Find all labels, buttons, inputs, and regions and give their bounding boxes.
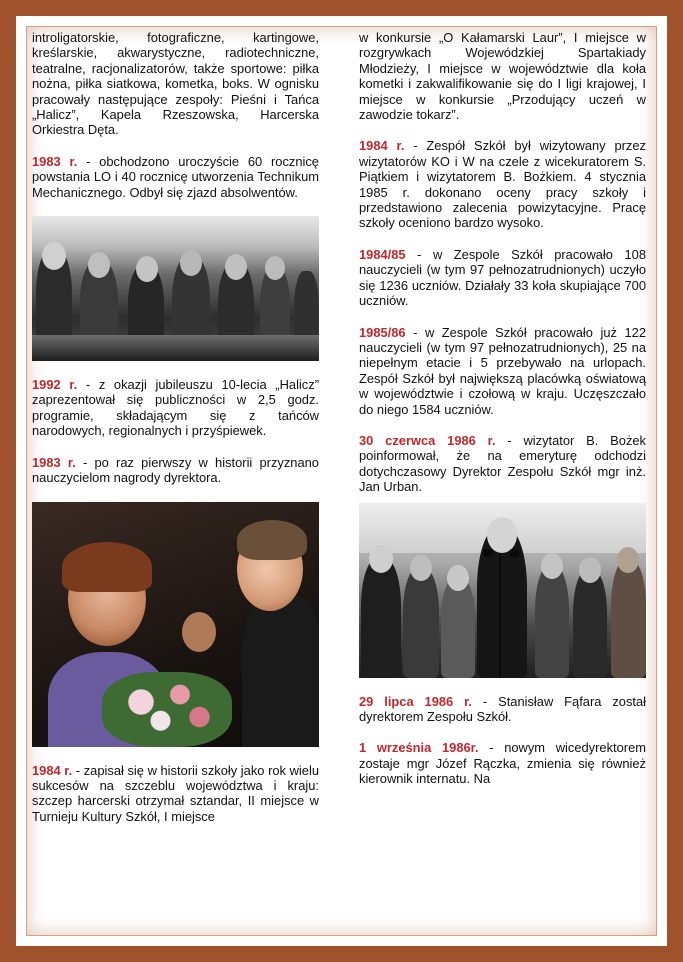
paragraph-1985-86-staff <box>359 325 646 417</box>
paragraph-1986-retirement <box>359 433 646 495</box>
paragraph-text: - wizytator B. Bożek poinformował, że na emeryturę odchodzi dotychczasowy Dyrektor Zespołu Szkół mgr inż. Jan Urban. <box>359 432 647 495</box>
year-label: 1983 r. <box>32 153 78 169</box>
paragraph-1983-awards <box>32 455 319 486</box>
right-column <box>359 30 646 803</box>
paragraph-text: - zapisał się w historii szkoły jako rok wielu sukcesów na szczeblu województwa i kraju: szczep harcerski otrzymał sztandar, II miejsce w Turnieju Kultury Szkół, I miejsce <box>32 762 319 824</box>
paragraph-clubs: introligatorskie, fotograficzne, kartingowe, kreślarskie, akwarystyczne, radiotechniczne, teatralne, racjonalizatorów, także sportowe: piłka nożna, piłka siatkowa, kometka, boks. W ognisku pracowały następujące zespoły: Pieśni i Tańca „Halicz”, Kapela Rzeszowska, Harcerska Orkiestra Dęta. <box>32 30 319 138</box>
paragraph-text: - po raz pierwszy w historii przyznano nauczycielom nagrody dyrektora. <box>32 454 319 486</box>
paragraph-1986-new-director <box>359 694 646 725</box>
photo-farewell-speech <box>359 503 646 678</box>
paragraph-text: - Zespół Szkół był wizytowany przez wizytatorów KO i W na czele z wicekuratorem S. Piątkiem i wizytatorem B. Bożkiem. 4 stycznia 1985 r. dokonano oceny pracy szkoły i przedstawiono zalecenia powizytacyjne. Pracę szkoły oceniono bardzo wysoko. <box>359 138 646 231</box>
photo-award-ceremony <box>32 502 319 747</box>
paragraph-text: - obchodzono uroczyście 60 rocznicę powstania LO i 40 rocznicę utworzenia Technikum Mechanicznego. Odbył się zjazd absolwentów. <box>32 153 319 200</box>
paragraph-1984-85-staff <box>359 247 646 309</box>
paragraph-text: - Stanisław Fąfara został dyrektorem Zespołu Szkół. <box>359 693 647 724</box>
year-label: 1 września 1986r. <box>359 740 479 756</box>
year-label: 1984 r. <box>359 138 405 154</box>
paragraph-text: - nowym wicedyrektorem zostaje mgr Józef Rączka, zmienia się również kierownik internatu. Na <box>359 740 646 787</box>
paragraph-1992-halicz <box>32 377 319 439</box>
photo-anniversary-assembly <box>32 216 319 361</box>
paragraph-text: - w Zespole Szkół pracowało 108 nauczycieli (w tym 97 pełnozatrudnionych) uczyło się 1236 uczniów. Działały 33 koła skupiające 700 uczniów. <box>359 246 646 309</box>
year-label: 29 lipca 1986 r. <box>359 693 472 709</box>
paragraph-text: - w Zespole Szkół pracowało już 122 nauczycieli (w tym 97 pełnozatrudnionych), 25 na niepełnym etacie i 5 przebywało na urlopach. Zespół Szkół był największą placówką oświatową w województwie i czołową w kraju. Uczęszczało do niego 1584 uczniów. <box>359 324 646 417</box>
year-label: 1992 r. <box>32 377 78 393</box>
year-label: 1984/85 <box>359 246 406 262</box>
paragraph-1983-anniversary <box>32 154 319 200</box>
paragraph-competitions: w konkursie „O Kałamarski Laur”, I miejsce w rozgrywkach Wojewódzkiej Spartakiady Młodzieży, I miejsce w województwie dla koła kometki i zakwalifikowanie się do I ligi krajowej, I miejsce w konkursie „Przodujący uczeń w zawodzie tokarz”. <box>359 30 646 123</box>
year-label: 1983 r. <box>32 454 76 470</box>
paragraph-1986-deputy <box>359 740 646 786</box>
paragraph-1984-successes <box>32 763 319 825</box>
year-label: 1985/86 <box>359 324 406 340</box>
paragraph-1984-inspection <box>359 138 646 230</box>
year-label: 1984 r. <box>32 762 73 778</box>
left-column <box>32 30 319 840</box>
paragraph-text: - z okazji jubileuszu 10-lecia „Halicz” zaprezentował się publiczności w 2,5 godz. programie, składającym się z tańców narodowych, regionalnych i przyśpiewek. <box>32 377 319 439</box>
year-label: 30 czerwca 1986 r. <box>359 432 496 448</box>
